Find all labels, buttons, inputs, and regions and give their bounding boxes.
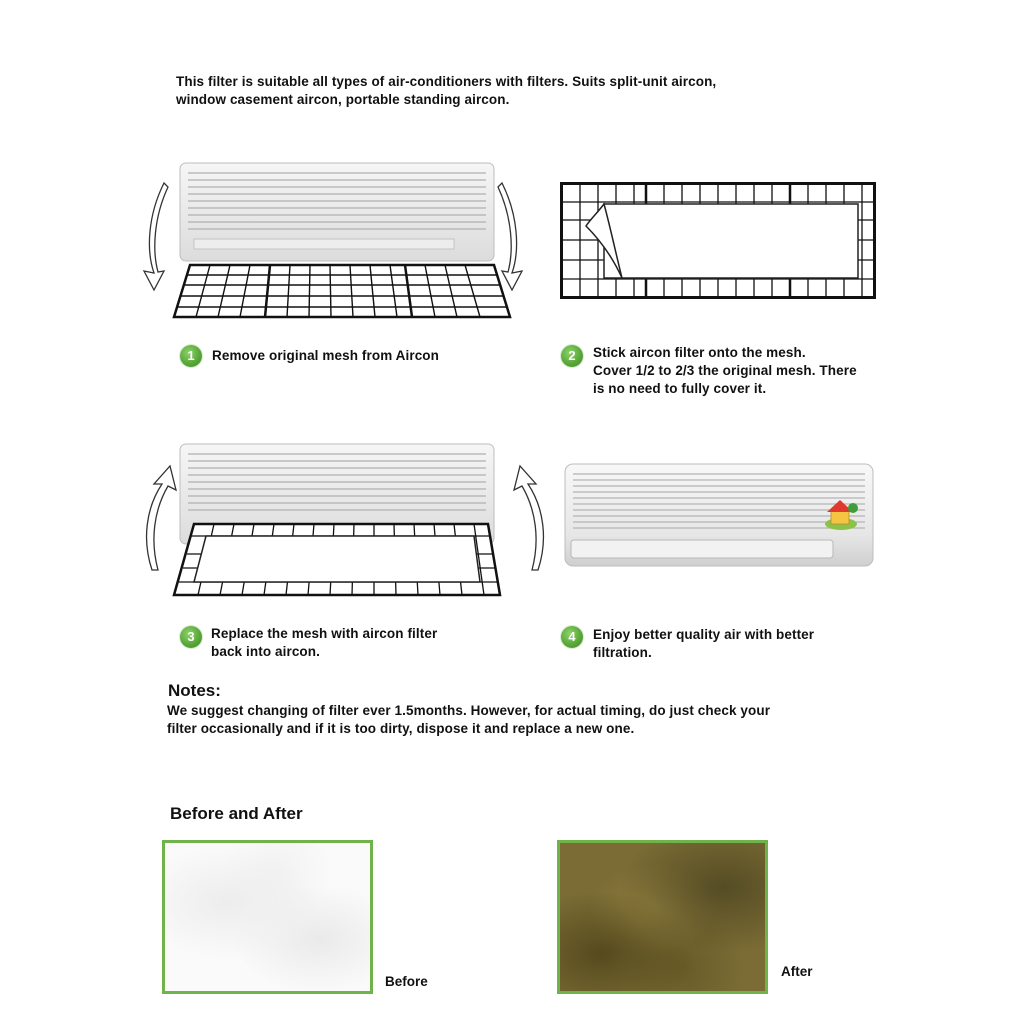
before-label: Before — [385, 974, 428, 989]
after-label: After — [781, 964, 813, 979]
intro-line-2: window casement aircon, portable standing aircon. — [176, 92, 510, 107]
step-2-line-2: Cover 1/2 to 2/3 the original mesh. There — [593, 363, 857, 378]
step-4-text — [593, 626, 814, 662]
step-3-text — [211, 625, 437, 661]
step-2-badge: 2 — [561, 345, 583, 367]
arrow-down-left-icon — [144, 183, 168, 290]
notes-line-2: filter occasionally and if it is too dirty, dispose it and replace a new one. — [167, 721, 635, 736]
figure-stick-filter — [560, 182, 876, 300]
mesh-with-filter — [174, 524, 500, 595]
before-after-title: Before and After — [170, 804, 303, 823]
step-2-text — [593, 344, 857, 398]
intro-line-1: This filter is suitable all types of air-conditioners with filters. Suits split-unit aircon, — [176, 74, 717, 89]
filter-sheet — [194, 536, 480, 582]
step-3-line-1: Replace the mesh with aircon filter — [211, 626, 438, 641]
mesh-grid — [174, 265, 510, 317]
step-4-line-2: filtration. — [593, 645, 652, 660]
step-4-line-1: Enjoy better quality air with better — [593, 627, 815, 642]
air-louver — [571, 540, 833, 558]
figure-replace-mesh — [128, 440, 548, 605]
figure-closed-aircon — [563, 462, 875, 570]
step-4-badge: 4 — [561, 626, 583, 648]
step-1-text — [212, 347, 439, 365]
before-filter-image — [162, 840, 373, 994]
aircon-unit — [180, 163, 494, 261]
arrow-down-right-icon — [498, 183, 522, 290]
notes-body — [167, 702, 867, 738]
step-3-line-2: back into aircon. — [211, 644, 320, 659]
step-2-line-1: Stick aircon filter onto the mesh. — [593, 345, 806, 360]
after-filter-image — [557, 840, 768, 994]
notes-line-1: We suggest changing of filter ever 1.5months. However, for actual timing, do just check your — [167, 703, 771, 718]
step-2-line-3: is no need to fully cover it. — [593, 381, 767, 396]
arrow-up-left-icon — [147, 466, 176, 570]
step-3-badge: 3 — [180, 626, 202, 648]
arrow-up-right-icon — [514, 466, 543, 570]
step-1-badge: 1 — [180, 345, 202, 367]
notes-title: Notes: — [168, 681, 221, 700]
step-1-line-1: Remove original mesh from Aircon — [212, 348, 439, 363]
intro-text — [176, 73, 836, 109]
filter-sheet — [604, 204, 858, 278]
figure-remove-mesh — [130, 155, 530, 325]
